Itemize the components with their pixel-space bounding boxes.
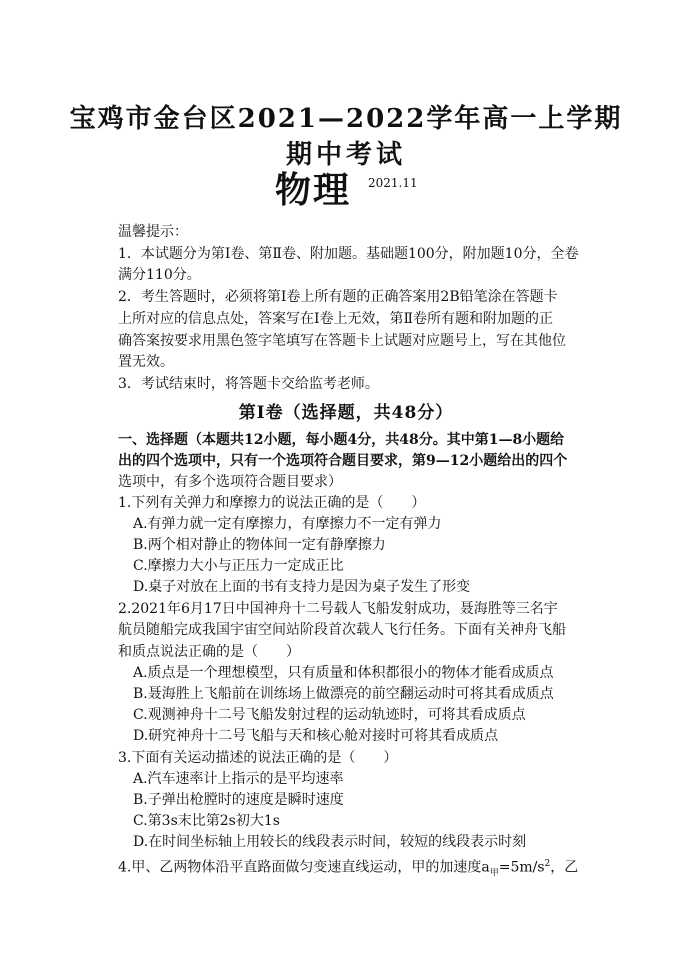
question-4-subscript: 甲 [489, 868, 499, 879]
tips-line: 置无效。 [118, 354, 174, 370]
tips-heading: 温馨提示： [118, 224, 188, 240]
question-4-stem-text: 4.甲、乙两物体沿平直路面做匀变速直线运动，甲的加速度a [118, 859, 490, 876]
question-2-option-b: B.聂海胜上飞船前在训练场上做漂亮的前空翻运动时可将其看成质点 [133, 686, 554, 702]
question-3-option-d: D.在时间坐标轴上用较长的线段表示时间，较短的线段表示时刻 [133, 834, 527, 850]
question-4-stem-tail: ，乙 [550, 859, 579, 876]
question-1-option-b: B.两个相对静止的物体间一定有静摩擦力 [133, 537, 386, 553]
question-3-stem: 3.下面有关运动描述的说法正确的是（ ） [118, 750, 398, 766]
question-2-stem: 2.2021年6月17日中国神舟十二号载人飞船发射成功，聂海胜等三名宇 [118, 601, 558, 617]
instruction-line: 选项中，有多个选项符合题目要求） [118, 474, 342, 490]
instruction-line: 一、选择题（本题共12小题，每小题4分，共48分。其中第1—8小题给 [118, 432, 565, 448]
instruction-line: 出的四个选项中，只有一个选项符合题目要求，第9—12小题给出的四个 [118, 453, 568, 469]
question-1-option-c: C.摩擦力大小与正压力一定成正比 [133, 558, 344, 574]
tips-line: 1．本试题分为第Ⅰ卷、第Ⅱ卷、附加题。基础题100分，附加题10分，全卷 [118, 246, 579, 262]
section-title: 第Ⅰ卷（选择题，共48分） [238, 403, 454, 423]
exam-subtitle: 期中考试 [285, 140, 406, 170]
question-1-option-d: D.桌子对放在上面的书有支持力是因为桌子发生了形变 [133, 579, 471, 595]
question-4-stem-value: =5m/s [498, 859, 545, 876]
question-1-option-a: A.有弹力就一定有摩擦力，有摩擦力不一定有弹力 [133, 516, 442, 532]
question-1-stem: 1.下列有关弹力和摩擦力的说法正确的是（ ） [118, 495, 426, 511]
question-3-option-a: A.汽车速率计上指示的是平均速率 [133, 771, 344, 787]
question-2-stem: 航员随船完成我国宇宙空间站阶段首次载人飞行任务。下面有关神舟飞船 [118, 622, 566, 638]
question-4-superscript: 2 [544, 859, 551, 869]
question-2-option-a: A.质点是一个理想模型，只有质量和体积都很小的物体才能看成质点 [133, 665, 554, 681]
tips-line: 2．考生答题时，必须将第Ⅰ卷上所有题的正确答案用2B铅笔涂在答题卡 [118, 289, 558, 305]
question-2-option-c: C.观测神舟十二号飞船发射过程的运动轨迹时，可将其看成质点 [133, 707, 526, 723]
question-3-option-b: B.子弹出枪膛时的速度是瞬时速度 [133, 792, 344, 808]
tips-line: 上所对应的信息点处，答案写在Ⅰ卷上无效，第Ⅱ卷所有题和附加题的正 [118, 311, 554, 327]
question-3-option-c: C.第3s末比第2s初大1s [133, 813, 280, 829]
exam-title: 宝鸡市金台区2021—2022学年高一上学期 [69, 104, 623, 134]
question-2-stem: 和质点说法正确的是（ ） [118, 644, 300, 660]
exam-date: 2021.11 [368, 176, 418, 190]
tips-line: 确答案按要求用黑色签字笔填写在答题卡上试题对应题号上，写在其他位 [118, 333, 566, 349]
question-2-option-d: D.研究神舟十二号飞船与天和核心舱对接时可将其看成质点 [133, 728, 499, 744]
subject-title: 物理 [275, 170, 352, 211]
question-4-stem [118, 854, 578, 883]
tips-line: 满分110分。 [118, 267, 201, 283]
tips-line: 3．考试结束时，将答题卡交给监考老师。 [118, 376, 379, 392]
